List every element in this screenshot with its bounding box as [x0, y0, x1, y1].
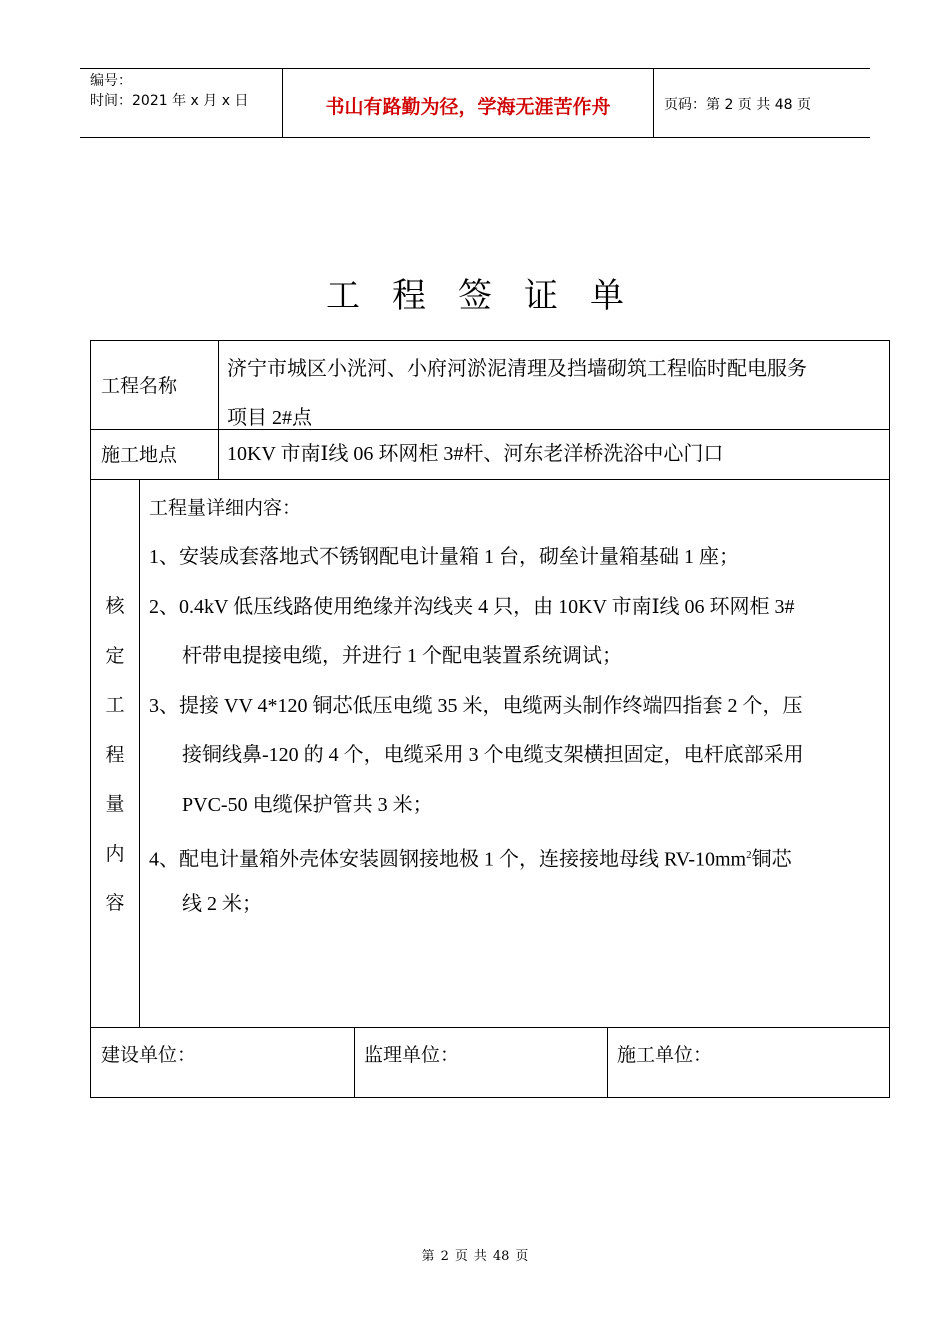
divider: [91, 479, 889, 480]
divider: [354, 1027, 355, 1097]
footer-page-number: 2: [440, 1249, 449, 1264]
contractor-unit-label: 施工单位：: [617, 1044, 713, 1066]
detail-item-4: [149, 840, 792, 875]
quantity-label-char: 定: [105, 644, 125, 667]
footer-text: 页: [515, 1249, 529, 1264]
title-char: 证: [524, 276, 558, 316]
detail-item-3-cont: PVC-50 电缆保护管共 3 米；: [182, 794, 433, 816]
quantity-label-char: 内: [105, 842, 125, 865]
quantity-label-char: 程: [105, 743, 125, 766]
header-meta: [80, 69, 282, 137]
title-char: 程: [392, 276, 426, 316]
detail-item-4-cont: 线 2 米；: [182, 893, 262, 915]
detail-item-2: 2、0.4kV 低压线路使用绝缘并沟线夹 4 只，由 10KV 市南Ⅰ线 06 环网柜 3#: [149, 596, 795, 618]
quantity-label: [91, 582, 139, 929]
detail-item-3: 3、提接 VV 4*120 铜芯低压电缆 35 米，电缆两头制作终端四指套 2 个，压: [149, 695, 803, 717]
detail-item-1: 1、安装成套落地式不锈钢配电计量箱 1 台，砌垒计量箱基础 1 座；: [149, 546, 739, 568]
owner-unit-label: 建设单位：: [101, 1044, 197, 1066]
quantity-label-char: 核: [105, 595, 125, 617]
detail-heading: 工程量详细内容：: [149, 497, 302, 519]
detail-item-3-cont: 接铜线鼻-120 的 4 个，电缆采用 3 个电缆支架横担固定，电杆底部采用: [182, 744, 804, 766]
footer-total-pages: 48: [492, 1249, 510, 1264]
project-name-label: 工程名称: [101, 375, 178, 397]
divider: [139, 479, 140, 1027]
time-label: 时间：2021 年 x 月 x 日: [90, 93, 249, 109]
site-label: 施工地点: [101, 444, 178, 466]
title-char: 签: [458, 276, 492, 316]
detail-item-2-cont: 杆带电提接电缆，并进行 1 个配电装置系统调试；: [182, 645, 622, 667]
visa-form-table: [90, 340, 890, 1098]
page-footer: [0, 1245, 950, 1264]
project-name-value-cont: 项目 2#点: [227, 407, 312, 429]
divider: [607, 1027, 608, 1097]
detail-item-4-text-end: 铜芯: [751, 848, 792, 871]
title-char: 工: [326, 276, 360, 316]
footer-text: 共: [473, 1249, 487, 1264]
title-char: 单: [590, 276, 624, 316]
site-value: 10KV 市南Ⅰ线 06 环网柜 3#杆、河东老洋桥洗浴中心门口: [227, 443, 724, 465]
footer-text: 页: [454, 1249, 468, 1264]
superscript: 2: [746, 849, 752, 861]
footer-text: 第: [421, 1249, 435, 1264]
quantity-label-char: 工: [105, 694, 125, 716]
number-label: 编号：: [90, 73, 132, 89]
header-page-label: 页码：第 2 页 共 48 页: [664, 97, 811, 113]
divider: [218, 341, 219, 479]
detail-item-4-text: 4、配电计量箱外壳体安装圆钢接地极 1 个，连接接地母线 RV-10mm: [149, 848, 747, 871]
project-name-value: 济宁市城区小洸河、小府河淤泥清理及挡墙砌筑工程临时配电服务: [227, 358, 807, 380]
page-header: [80, 68, 870, 138]
supervisor-unit-label: 监理单位：: [364, 1044, 460, 1066]
header-motto: 书山有路勤为径，学海无涯苦作舟: [282, 69, 654, 137]
page-title: [0, 268, 950, 317]
divider: [91, 1027, 889, 1028]
divider: [91, 429, 889, 430]
quantity-label-char: 容: [105, 892, 125, 914]
quantity-label-char: 量: [105, 793, 125, 815]
